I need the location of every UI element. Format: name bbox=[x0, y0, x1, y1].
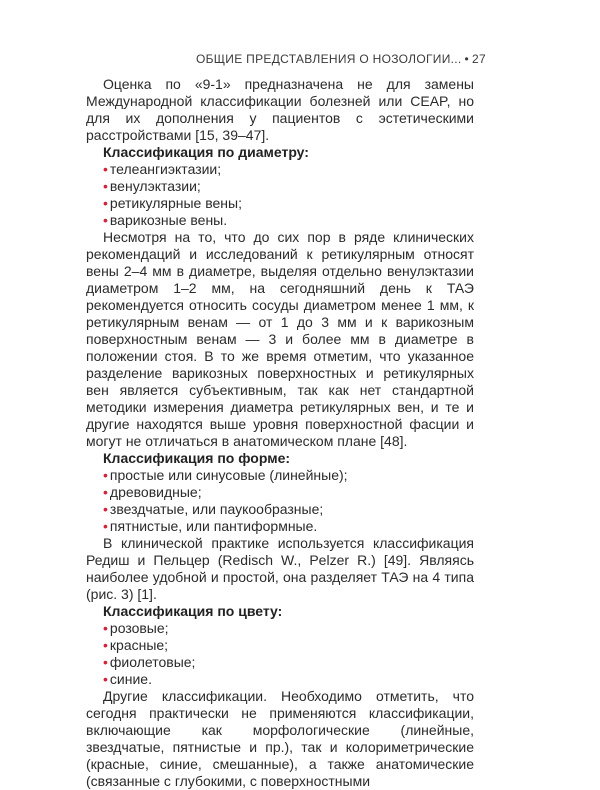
bullet-icon: • bbox=[103, 654, 108, 670]
list-item: • пятнистые, или пантиформные. bbox=[103, 518, 318, 534]
list-item: • варикозные вены. bbox=[103, 212, 228, 228]
paragraph-redisch: В клинической практике используется классификация Редиш и Пельцер (Redisch W., Pelzer R.) [49]. Являясь наиболее удобной и простой, она разделяет ТАЭ на 4 типа (рис. 3) [1]. bbox=[86, 535, 474, 602]
section-title: ОБЩИЕ ПРЕДСТАВЛЕНИЯ О НОЗОЛОГИИ... bbox=[195, 52, 462, 66]
list-color bbox=[86, 620, 474, 688]
list-item: • розовые; bbox=[103, 620, 169, 636]
bullet-icon: • bbox=[103, 518, 108, 534]
list-diameter bbox=[86, 161, 474, 229]
list-item: • телеангиэктазии; bbox=[103, 161, 222, 177]
bullet-icon: • bbox=[103, 195, 108, 211]
bullet-icon: • bbox=[103, 178, 108, 194]
running-header bbox=[196, 52, 486, 66]
header-separator: • bbox=[464, 52, 470, 66]
heading-diameter: Классификация по диаметру: bbox=[103, 144, 309, 160]
heading-color: Классификация по цвету: bbox=[103, 603, 283, 619]
paragraph-intro: Оценка по «9-1» предназначена не для замены Международной классификации болезней или CEAP, но для их дополнения у пациентов с эстетическими расстройствами [15, 39–47]. bbox=[86, 76, 474, 143]
paragraph-other-classifications: Другие классификации. Необходимо отметить, что сегодня практически не применяются классификации, включающие как морфологические (линейные, звездчатые, пятнистые и пр.), так и колориметрические (красные, синие, смешанные), а также анатомические (связанные с глубокими, с поверхностными bbox=[86, 688, 474, 789]
list-item: • древовидные; bbox=[103, 484, 202, 500]
paragraph-diameter-notes: Несмотря на то, что до сих пор в ряде клинических рекомендаций и исследований к ретикулярным относят вены 2–4 мм в диаметре, выделяя отдельно венулэктазии диаметром 1–2 мм, на сегодняшний день к ТАЭ рекомендуется относить сосуды диаметром менее 1 мм, к ретикулярным венам — от 1 до 3 мм и к варикозным поверхностным венам — 3 и более мм в диаметре в положении стоя. В то же время отметим, что указанное разделение варикозных поверхностных и ретикулярных вен является субъективным, так как нет стандартной методики измерения диаметра ретикулярных вен, и те и другие находятся выше уровня поверхностной фасции и могут не отличаться в анатомическом плане [48]. bbox=[86, 229, 474, 449]
bullet-icon: • bbox=[103, 212, 108, 228]
page-number: 27 bbox=[472, 52, 486, 66]
list-form bbox=[86, 467, 474, 535]
heading-form: Классификация по форме: bbox=[103, 450, 291, 466]
list-item: • фиолетовые; bbox=[103, 654, 196, 670]
list-item: • синие. bbox=[103, 671, 152, 687]
bullet-icon: • bbox=[103, 161, 108, 177]
bullet-icon: • bbox=[103, 501, 108, 517]
bullet-icon: • bbox=[103, 484, 108, 500]
list-item: • красные; bbox=[103, 637, 169, 653]
list-item: • венулэктазии; bbox=[103, 178, 201, 194]
page-body bbox=[86, 76, 474, 790]
bullet-icon: • bbox=[103, 467, 108, 483]
list-item: • ретикулярные вены; bbox=[103, 195, 242, 211]
bullet-icon: • bbox=[103, 637, 108, 653]
bullet-icon: • bbox=[103, 620, 108, 636]
list-item: • простые или синусовые (линейные); bbox=[103, 467, 348, 483]
list-item: • звездчатые, или паукообразные; bbox=[103, 501, 324, 517]
bullet-icon: • bbox=[103, 671, 108, 687]
